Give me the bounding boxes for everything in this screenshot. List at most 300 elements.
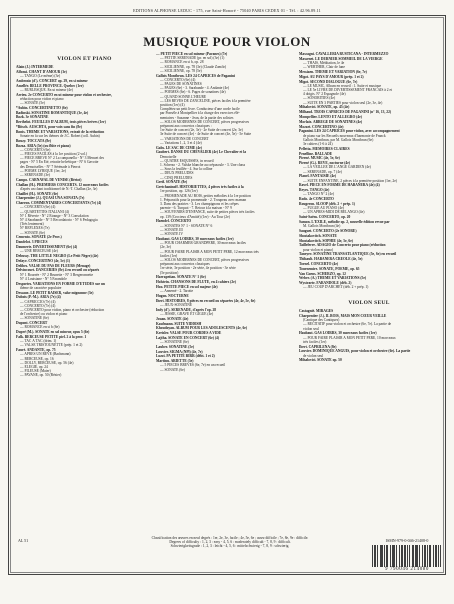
entry-detail: — CONCERTO (6e) (4) — [160, 77, 196, 82]
catalogue-entry — [299, 115, 439, 119]
catalogue-entry — [299, 234, 439, 238]
entry-detail: de l'orchestre) ou violon et piano — [20, 312, 68, 317]
entry-title: Hugon. NOCTURNE — [156, 293, 189, 298]
catalogue-entry — [16, 259, 153, 263]
entry-title: Pierné. MUSIC (4e, 5e, 6e) — [299, 156, 340, 161]
entry-title: Pelletta. MÉMOIRES CLAIRES — [299, 146, 350, 151]
catalogue-entry — [299, 156, 439, 160]
catalogue-entry — [299, 147, 439, 151]
entry-detail: — ELEGIE, op. 24 — [20, 365, 48, 370]
catalogue-entry — [299, 267, 439, 271]
entry-detail: pages - N° 5 En Eté, retraite helvétique - N° 6 Gavotte — [20, 160, 99, 165]
catalogue-entry — [299, 314, 439, 331]
entry-title: Challan (H.). PREMIERS CONCERTS. 12 morceaux faciles — [16, 182, 109, 187]
entry-detail: — LES RÉVES DE ZANCELINE, pièces faciles à la première — [160, 98, 251, 103]
catalogue-entry — [299, 220, 439, 228]
entry-detail: — SICILIENNE, op. 78 (5e) — [160, 68, 202, 73]
catalogue-entry — [16, 120, 153, 124]
entry-detail: — POÈMES (6e) - 6. Pages de sonatines (4e) — [160, 90, 226, 95]
legend-line-en: Degrees of difficulty : 1, 2, 3 : easy - 4, 5, 6 : moderately difficult - 7, 8, 9 : difficult. — [169, 540, 291, 545]
entry-title: Khoudoyan. ALBUM POUR LES ADOLESCENTS (4e, 6e) — [156, 326, 248, 331]
entry-detail: Gallois Montbrun, par M. Gallois Montbrun (6e) — [303, 137, 374, 142]
entry-detail: — CONCERTO pour violon, piano et orchestre (réduction — [20, 308, 105, 312]
entry-title: Dandelot. 3 PIECES — [16, 240, 48, 245]
catalogue-entry — [16, 93, 153, 106]
entry-detail: faciles (1er) — [160, 253, 178, 258]
entry-title: Weber. (A.) THEME ET VARIATIONS (5e) — [299, 276, 367, 281]
entry-title: Lajtha. SONATE EN CONCERT (6e) (4) — [156, 335, 220, 340]
entry-title: Bonis. THEME ET VARIATIONS, extrait de la réduction — [16, 129, 105, 134]
entry-detail: N° 1 Bourrée - N° 2 Brunette - N° 3 Bergeronnette — [20, 272, 94, 277]
entry-detail: — CONCERTO (6e) (4) — [20, 205, 56, 210]
entry-title: Martinu. ARIETTE (5e) — [156, 359, 194, 364]
entry-title: Dupré (M.). SONATE en sol mineur, opus 5 (6e) — [16, 330, 90, 335]
entry-detail: — SONATE (6e) — [160, 367, 185, 372]
entry-detail: — TANGO (Le même) (3e) — [20, 74, 61, 78]
catalogue-entry — [16, 268, 153, 281]
entry-title: Haubaut. GAS LOIRRS, 30 morceaux faciles (1er) — [299, 331, 377, 336]
catalogue-entry — [16, 192, 153, 196]
entry-detail: — UN APRÈS-MIDI DE BELANGO (4e) — [303, 210, 365, 215]
catalogue-entry — [299, 57, 439, 70]
entry-detail: de piano sur les Recueils nouveaux d'harmonie de Franck — [303, 133, 386, 138]
entry-detail: 1. Scherzo - 2. Valske blanche au crépuscule - 3. Une chass — [160, 163, 246, 168]
entry-detail: — JEUX-SONATINE — [160, 302, 193, 307]
entry-detail: op. 139 (Crocieux d'Amitié) (1er) - Au Tour (2e) — [160, 214, 230, 219]
entry-detail: — RÉCITATIF pour violon et orchestre (6e, 7e). La partie de — [303, 322, 392, 327]
catalogue-entry — [299, 358, 439, 362]
catalogue-entry — [16, 348, 153, 377]
catalogue-entry — [16, 79, 153, 83]
entry-title: *Aubin. CONCERTINETTO (6e) — [16, 105, 68, 110]
entry-detail: par Ponsèle à Montpellier à la charge des exercices élé- — [160, 111, 240, 116]
entry-detail: — THAIS, Méditation, le 4e — [303, 61, 345, 65]
entry-title: Daumerie. DIVERTISSEMENT (6e) (4) — [16, 245, 78, 249]
entry-title: Kaufmann. SUITE YIDDISH — [156, 321, 202, 326]
entry-title: Gaubert. DANSE DU CHEVALIER (4e) Le Chevalier et la — [156, 150, 247, 155]
catalogue-entry — [16, 264, 153, 268]
entry-title: Tailleferre. ADAGIO de Concerto pour piano (réduction — [299, 243, 386, 248]
entry-title: Paganini. LES 24 CAPRICES pour violon, avec accompagnement — [299, 129, 400, 134]
entry-detail: — LA VEILLEE DE L'ANGE GARDIEN (4e) — [303, 165, 371, 170]
entry-title: Mihalovici. SONATE, op. 45 (4e) — [299, 105, 350, 110]
catalogue-entry — [16, 196, 153, 200]
catalogue-entry — [299, 309, 439, 313]
entry-detail: pour violon et piano) — [303, 247, 334, 252]
entry-title: Sauguet. CONCERTO (2e SONORE) — [299, 228, 357, 233]
entry-title: Bozza. ARIA (5e) (ou flûte et piano) — [16, 143, 71, 148]
entry-title: Ravel. PIÈCE EN FORME DE HABANERA (4e) (4) — [299, 183, 380, 188]
entry-title: Bozk. 3e SONATINE — [16, 115, 49, 120]
entry-title: Charpentier (J.). QUASI UNA SONATA (7e) — [16, 196, 85, 201]
catalogue-entry — [156, 285, 296, 293]
entry-detail: — SERENADE, op. 7 (4e) — [303, 169, 342, 174]
catalogue-entry — [299, 70, 439, 74]
entry-title: Penelline. BALLADE — [299, 151, 333, 156]
entry-title: Gretchaninoff. HISTORIETTES, 4 pièces très faciles à la — [156, 185, 244, 190]
entry-detail: (5e position) — [160, 270, 179, 275]
entry-title: *Bitsch. AUSCHTA, pour voix sans fin (8e) — [16, 124, 82, 129]
entry-detail: — PAGES DE SONATINES — [160, 82, 202, 87]
entry-title: Van Goens. SCHERZO, op. 12 — [299, 271, 346, 276]
entry-title: Indy (d'). SERENADE, d'après l'op. 28 — [156, 307, 217, 312]
entry-detail: mentaires - Suzanne - Jean, de la partie des solistes — [160, 115, 234, 120]
entry-title: Debussy. THE LITTLE NEGRO (Le Petit Nègre) (4e) — [16, 254, 99, 258]
catalogue-entry — [156, 350, 296, 354]
catalogue-entry — [299, 174, 439, 182]
entry-detail: 3. Dans des prairies - 3. Les champignons et les crêpes — [160, 202, 239, 207]
barcode-number: 9 790046 214080 — [385, 567, 429, 572]
catalogue-entry — [299, 105, 439, 109]
entry-title: Falk. BERCEUSE PETITE piel. 2 à la prov. 1 — [16, 335, 87, 339]
entry-detail: — SONORITIES (4e) — [303, 96, 336, 101]
entry-detail: — JEU COUP D'ARCHET (déb. 2 + prép. 1) — [303, 285, 369, 290]
catalogue-entry — [16, 106, 153, 110]
entry-title: Samon. L'EXILE, mélodie op. 2, nouvelle édition revue par — [299, 219, 390, 224]
entry-title: Shostakovitch. SONATE — [299, 233, 337, 238]
catalogue-entry — [156, 299, 296, 307]
catalogue-entry — [156, 345, 296, 349]
entry-title: Migot. SECOND DIALOGUE (6e, 7e) — [299, 79, 358, 84]
entry-detail: position (1er) (4) — [160, 103, 185, 108]
column-violin-piano-2 — [156, 52, 296, 522]
entry-detail: (Très lentement) — [20, 222, 44, 227]
entry-detail: — TAC À TAC (drim. 1) — [20, 339, 57, 344]
entry-detail: violon seul — [303, 326, 319, 331]
entry-detail: — PAVANE, op. 50 (Bézier) — [20, 373, 62, 378]
entry-detail: préparant aux concertos classiques — [160, 262, 210, 267]
entry-detail: Complétez un petit livre. Conducteur d'une corde facile — [160, 107, 240, 112]
entry-detail: préparant aux concertos classiques : — [160, 124, 212, 129]
entry-detail: — CONCERTO (6e) — [20, 147, 51, 152]
column-violin-piano-3 — [299, 52, 439, 562]
ismn-number: ISMN-979-0-046-21408-0 — [385, 538, 429, 543]
catalogue-entry — [16, 201, 153, 235]
publisher-line: EDITIONS ALPHONSE LEDUC - 175, rue Saint-Honoré - 75040 PARIS CEDEX 01 - Tél. : 42.96.89.11 — [133, 8, 321, 13]
entry-detail: — CAPRICCIO (7e) (4) — [20, 299, 56, 304]
catalogue-entry — [156, 336, 296, 344]
catalogue-entry — [299, 215, 439, 219]
catalogue-entry — [299, 129, 439, 146]
entry-title: Rodo. 4e CONCERTO — [299, 197, 334, 202]
catalogue-entry — [16, 144, 153, 178]
entry-detail: — CONCERTO (7e) (4) — [20, 303, 56, 308]
entry-title: Morlaix. ABRÉGÉ DE SONATINES (4e) — [299, 119, 363, 124]
entry-detail: — UNE BERCEUSE (4e) — [20, 249, 58, 254]
entry-detail: — Sous la feuillée - 4. Sur la colline — [160, 167, 213, 172]
entry-title: Tournemire. SONATE, POÈME, op. 65 — [299, 266, 360, 271]
entry-detail: — FUGUE AU PIANO (4e) — [303, 206, 344, 211]
entry-detail: 3e Suite de concert (4e) - 4e Suite de concert (4e, 5e) - 5e Suite — [160, 132, 252, 137]
entry-detail: — PAGES (6e) - 3. Sarabande - 4. Andante (4e) — [160, 86, 230, 91]
entry-detail: N° 1 Rêverie - N° 2 Étrange - N° 3 Consolation — [20, 213, 89, 218]
entry-title: Ambrosio (d'). CONCERT op. 29, en si mineur — [16, 78, 88, 83]
entry-detail: 1re série, 3e position - 2e série, 4e position - 3e série — [160, 266, 236, 271]
entry-detail: — SOLOS MODERNES DE CONCERT, pièces progressives — [160, 119, 250, 124]
entry-title: Planel. FANTAISIE (4e) — [299, 174, 337, 179]
entry-detail: thème de caractère populaire — [20, 285, 62, 290]
catalogue-entry — [16, 295, 153, 320]
catalogue-entry — [156, 280, 296, 284]
entry-title: Louvier. DOMINIQUE ANGUIS, pour violon et orchestre (6e). La partie — [299, 349, 411, 354]
entry-title: Campo. CARNAVAL DE VENISE (Bériot) — [16, 177, 82, 182]
entry-detail: — POUR CHARMER GRANDPERE, 30 morceaux faciles — [160, 241, 246, 246]
catalogue-entry — [299, 110, 439, 114]
entry-detail: N° 4 Louisiane - N° 5 Farandole — [20, 276, 67, 281]
catalogue-entry — [299, 257, 439, 261]
entry-detail: — SONATINE (6e) — [20, 316, 49, 321]
catalogue-entry — [16, 240, 153, 244]
entry-detail: — QUARTETTES ITALIANI (4) — [20, 209, 69, 214]
entry-detail: — LE MUSIC, Album en recueil : 1. Suite et musique — [303, 83, 382, 88]
entry-title: Jouan. SONATE (4e) — [156, 316, 189, 321]
entry-detail: — 5 PIECES BREVES (6e, 7e) en un recueil — [160, 363, 226, 368]
entry-title: Massenet. LE DERNIER SOMMEIL DE LA VIERGE — [299, 56, 383, 61]
entry-title: Alfonsi. CHANT D'AMOUR (3e) — [16, 69, 67, 74]
entry-detail: — PIECE BREVE N° 2 La campanella - N° 3 Menuet des — [20, 156, 105, 161]
catalogue-entry — [16, 321, 153, 329]
entry-title: Arrieu. 2e CONCERTO en ut mineur pour violon et orchestre, — [16, 92, 112, 97]
entry-detail: N° REFLEXES (7e) — [20, 226, 50, 231]
barcode-icon — [372, 545, 442, 567]
catalogue-entry — [299, 197, 439, 201]
difficulty-legend — [120, 536, 340, 549]
catalogue-entry — [16, 330, 153, 334]
entry-title: Shostakovitch. SOPHIE (4e, 5e, 6e) — [299, 238, 354, 243]
entry-title: Iheri. HISTOIRES, 8 pièces en recueil ou séparées (4e, 4e, 5e, 6e) — [156, 298, 256, 303]
entry-detail: — POEME LYRIQUE (1er, 2e) — [20, 168, 66, 173]
entry-detail: — SONATE (6e) — [20, 230, 45, 235]
entry-title: Haendel. CONCERTO — [156, 219, 192, 224]
entry-detail: — WERTHER, Clair de lune — [303, 65, 345, 70]
entry-detail: — SICILIENNE, op. 78 (3e) (Claude Zamfir) — [160, 64, 227, 69]
entry-title: Reyes. TANGO (4e) — [299, 188, 330, 193]
entry-detail: Demoiselle — [160, 154, 177, 159]
catalogue-entry — [299, 276, 439, 280]
catalogue-entry — [16, 115, 153, 119]
catalogue-entry — [16, 65, 153, 69]
entry-title: Mihalovici. SONATE op. 50 — [299, 358, 342, 363]
entry-detail: parente - 6. Turquoi - 7. Retour à la maison - N° 9 — [160, 206, 232, 211]
entry-title: Mompellier. LENTO ET ALLEGRO (4e) — [299, 115, 362, 119]
entry-title: Greif. SONATE (8e) — [156, 180, 188, 185]
entry-title: Ibert. CAPRILENA (8e) — [299, 344, 337, 349]
catalogue-entry — [156, 354, 296, 358]
entry-detail: — BURLESQUE. En ut mineur (4e) — [20, 87, 73, 92]
entry-detail: — CINQ PRÉLUDES — [160, 175, 193, 180]
catalogue-entry — [16, 125, 153, 129]
catalogue-entry — [299, 331, 439, 344]
catalogue-entry — [299, 262, 439, 266]
entry-detail: — DOLLY, BERCEUSE, op. 56 (4e) — [20, 360, 74, 365]
catalogue-entry — [299, 239, 439, 243]
catalogue-entry — [16, 245, 153, 253]
entry-detail: très faciles (1er) — [303, 339, 327, 344]
barcode-block — [372, 538, 442, 572]
entry-detail: — SONATE (5e) — [20, 101, 45, 105]
catalogue-entry — [156, 146, 296, 150]
entry-detail: — QUAND SONNE L'HEURE — [160, 94, 207, 99]
entry-title: Delvincourt. DANCERIES (8e) 4 en recueil ou séparés — [16, 268, 100, 273]
entry-detail: 1re position, op. 126 (1er) — [160, 189, 198, 194]
entry-title: Bouzy. TOCCATA (8e) — [16, 138, 51, 143]
entry-title: Gallois Montbrun. LES 24 CAPRICES de Paganini — [156, 73, 235, 78]
entry-detail: — SONATE III — [160, 227, 183, 232]
entry-detail: — FILEUSE (Maier) — [20, 369, 51, 374]
entry-detail: — TANGO N° 2 (4e) — [303, 192, 335, 197]
catalogue-entry — [299, 243, 439, 251]
catalogue-entry — [299, 349, 439, 357]
catalogue-entry — [156, 180, 296, 184]
entry-detail: des Demoiselles - N° 7 Sérénade à Pierrot — [20, 164, 81, 169]
entry-detail: 4 doigts. N° 2 Espagnole (4e) — [303, 92, 346, 97]
catalogue-entry — [16, 235, 153, 239]
entry-title: Cemento. SONATE (2e Prov.) — [16, 235, 62, 240]
entry-detail: — SUITE ENFANTINE, 2 pièces à la première position (1er, 2e) — [303, 178, 397, 183]
entry-title: Dubois (P.-M.). ARIA (7e) (4) — [16, 295, 61, 300]
catalogue-entry — [156, 331, 296, 335]
catalogue-entry — [299, 183, 439, 187]
catalogue-entry — [156, 317, 296, 321]
catalogue-entry — [299, 188, 439, 196]
catalogue-entry — [16, 254, 153, 258]
entry-detail: N° 4 Sarabande - N° 5 Recordatorio - N° 6 Pedagogia — [20, 218, 98, 222]
entry-detail: réduction pour violon et piano — [20, 96, 64, 101]
catalogue-ref: AL 51 — [18, 538, 29, 543]
catalogue-entry — [156, 150, 296, 179]
entry-title: Harrapetian. SONATE N° 1 (6e) — [156, 275, 206, 280]
entry-detail: (2e, 3e) — [160, 245, 171, 250]
entry-detail: 1re Suite de concert (2e, 3e) - 2e Suite de concert (2e, 3e) — [160, 128, 243, 133]
entry-detail: — SONATE IV — [160, 232, 183, 237]
catalogue-entry — [156, 308, 296, 316]
column-violin-piano-1 — [16, 52, 153, 522]
catalogue-entry — [299, 52, 439, 56]
entry-title: Castagnié. MIRAGES — [299, 309, 334, 314]
catalogue-entry — [16, 291, 153, 295]
entry-title: Delibes. VALSE DU PAS DE FLEURS (Menage) — [16, 263, 91, 268]
catalogue-entry — [16, 178, 153, 182]
catalogue-entry — [299, 281, 439, 289]
catalogue-entry — [16, 139, 153, 143]
entry-title: Taneyev. SONATINE TRANSATLANTIQUE (5e, 6e) en recueil — [299, 252, 397, 257]
entry-title: Tornel. CONCERTO (4e) — [299, 261, 339, 266]
section-heading-violin-piano: VIOLON ET PIANO — [57, 56, 112, 62]
entry-title: Luzzi. PA PETITE BIRR (dèbt. 1 et 2) — [156, 354, 215, 359]
entry-title: Rougeron. SLOOP (déb. 2 + prép. 1) — [299, 201, 355, 206]
entry-detail: Sonate en fa sur les thèmes de J.C. Robert (coll. Aubin) — [20, 133, 100, 138]
section-heading-violin-solo: VIOLON SEUL — [348, 300, 390, 307]
catalogue-entry — [156, 326, 296, 330]
entry-detail: — SONATINE (6e) — [160, 340, 189, 345]
catalogue-entry — [156, 294, 296, 298]
catalogue-entry — [16, 111, 153, 115]
entry-title: Milhaud. TROIS CAPRICES DE PAGANINI (n° 16, 13, 22) — [299, 110, 392, 115]
entry-detail: M. Gallois Montbrun (4e) — [303, 224, 341, 229]
entry-title: Wystraete. FARANDOLE (déb. 2) — [299, 281, 352, 286]
entry-detail: — ROMANCE en si b (6e) — [20, 325, 60, 330]
entry-detail: — POUR FAIRE PLAISIR A MON PETIT PÈRE, 10 morceaux — [303, 335, 396, 340]
entry-detail: — POUR FAIRE PLAISIR A MON PETIT PÈRE, 12 morceaux très — [160, 249, 259, 254]
catalogue-entry — [299, 120, 439, 124]
entry-title: Fauré. ANDANTE, op. 75 — [16, 348, 56, 353]
entry-detail: — APRES UN RÊVE (Bachmann) — [20, 352, 71, 357]
catalogue-entry — [156, 322, 296, 326]
entry-title: Mozart. CONCERTINO (4e) — [299, 124, 344, 129]
entry-detail: — DEUX PRELUDES — [160, 171, 194, 176]
entry-title: Haubaut. GAS LOIRRS, 30 morceaux faciles (1er) — [156, 236, 234, 241]
entry-title: Holstein. CHANSONS DE FLÛTE, en 4 cahiers (2e) — [156, 280, 236, 285]
catalogue-entry — [16, 335, 153, 348]
entry-title: Gabs. LE SAC DE CIME (4e) — [156, 145, 202, 150]
catalogue-entry — [299, 75, 439, 79]
entry-title: Saint-Saëns. CONCERTO, op. 20 — [299, 215, 351, 220]
catalogue-entry — [156, 74, 296, 145]
entry-detail: (Cantique des Cantiques) — [303, 318, 340, 323]
entry-detail: — SOUVENIRS D'ENFANCE, suite de petites pièces très faciles — [160, 210, 255, 215]
catalogue-entry — [156, 219, 296, 236]
entry-title: Thibault. HABANERA CRÉOLE (4e, 5e) — [299, 257, 363, 262]
entry-title: Charpentier (J.). IL BOIS, MAIS MON CŒUR VEILLE — [299, 313, 387, 318]
catalogue-entry — [299, 272, 439, 276]
catalogue-entry — [156, 185, 296, 219]
entry-title: Charron. COMMENTAIRES CONCERTANTS (7e) (4) — [16, 201, 102, 206]
entry-title: Pierné (G.). RÈVE, nocturne (4e) — [299, 161, 351, 166]
entry-detail: — QUATRE ESQUISSES, in recueil — [160, 158, 214, 163]
legend-line-fr: Classification des œuvres en neuf degrés : 1er, 2e, 3e, facile ; 4e, 5e, 6e ; assez difficile ; 7e, 8e, 9e : difficile. — [151, 536, 309, 540]
catalogue-entry — [299, 229, 439, 233]
catalogue-entry — [299, 161, 439, 174]
entry-title: Amellér. BELLE PROVINCE. Quebec (1er) — [16, 83, 84, 88]
catalogue-entry — [299, 125, 439, 129]
catalogue-entry — [16, 130, 153, 138]
catalogue-entry — [299, 345, 439, 349]
entry-title: — PETIT PIECE en sol mineur (Pavanes) (7e) — [156, 52, 228, 56]
catalogue-entry — [156, 275, 296, 279]
entry-detail: — ROMANCE en si b, op. 28 — [160, 60, 204, 65]
entry-title: Lauber. SONATINE (5e) — [156, 344, 195, 349]
entry-title: Louvier. SIGMA (NPl) (4e, 7e) — [156, 349, 203, 354]
entry-title: Desportes. VARIATIONS EN FORME D'ETUDES sur un — [16, 281, 105, 286]
entry-title: Berthelot. FEUILLES D'ALBUM, trois pièces brèves (1er) — [16, 120, 106, 125]
entry-detail: — BERCEUSE, op. 16 — [20, 356, 54, 361]
entry-title: Dupont. CONCERT — [16, 321, 48, 326]
catalogue-entry — [299, 252, 439, 256]
entry-title: Chaillet (H.). SONATE (6e) — [16, 191, 59, 196]
entry-detail: — PETITE SERENADE (pr. en sol) (3e) (1) — [160, 56, 225, 61]
entry-detail: d'après un chant traditionnel de N.-T. Challan (2e, 3e) — [20, 186, 98, 191]
catalogue-entry — [156, 237, 296, 275]
entry-title: Badinski. SONATINE ROMANTIQUE (3e, 4e) — [16, 110, 89, 115]
catalogue-entry — [299, 202, 439, 215]
catalogue-entry — [156, 359, 296, 372]
entry-detail: — VARIATIONS DE CONCERT — [160, 136, 209, 141]
catalogue-entry — [299, 152, 439, 156]
entry-detail: — Annemé - 2. Tarotte — [160, 289, 194, 294]
entry-detail: de violon seul — [303, 353, 324, 358]
catalogue-entry — [299, 80, 439, 105]
entry-detail: 3e cahiers (1-6 à 24) — [303, 142, 333, 146]
entry-title: Mascagni. CAVALLERIA RUSTICANA - INTERMEZZO — [299, 52, 389, 56]
entry-detail: — PIECES FACILES à la 1re position (2 vol.) — [20, 151, 88, 156]
catalogue-entry — [16, 70, 153, 78]
entry-detail: — SUITE EN 3 PARTIES pour violon seul (2e, 3e, 4e) — [303, 100, 383, 105]
entry-title: Alain (J.) INTERMEDE — [16, 65, 54, 69]
entry-detail: — JESSIE, GRAVE ET GIGUE (4e) — [160, 311, 214, 316]
legend-line-de: Schwierigkeitsgrade : 1, 2, 3 : leicht - 4, 5, 6 : mittelschwierig - 7, 8, 9 : schwierig. — [170, 544, 290, 549]
entry-detail: — SOLOS MODERNES DE CONCERT, pièces progressives — [160, 257, 250, 262]
entry-title: Dessaux. LE PETIT RAISER, valse mignonne (3e) — [16, 290, 94, 295]
